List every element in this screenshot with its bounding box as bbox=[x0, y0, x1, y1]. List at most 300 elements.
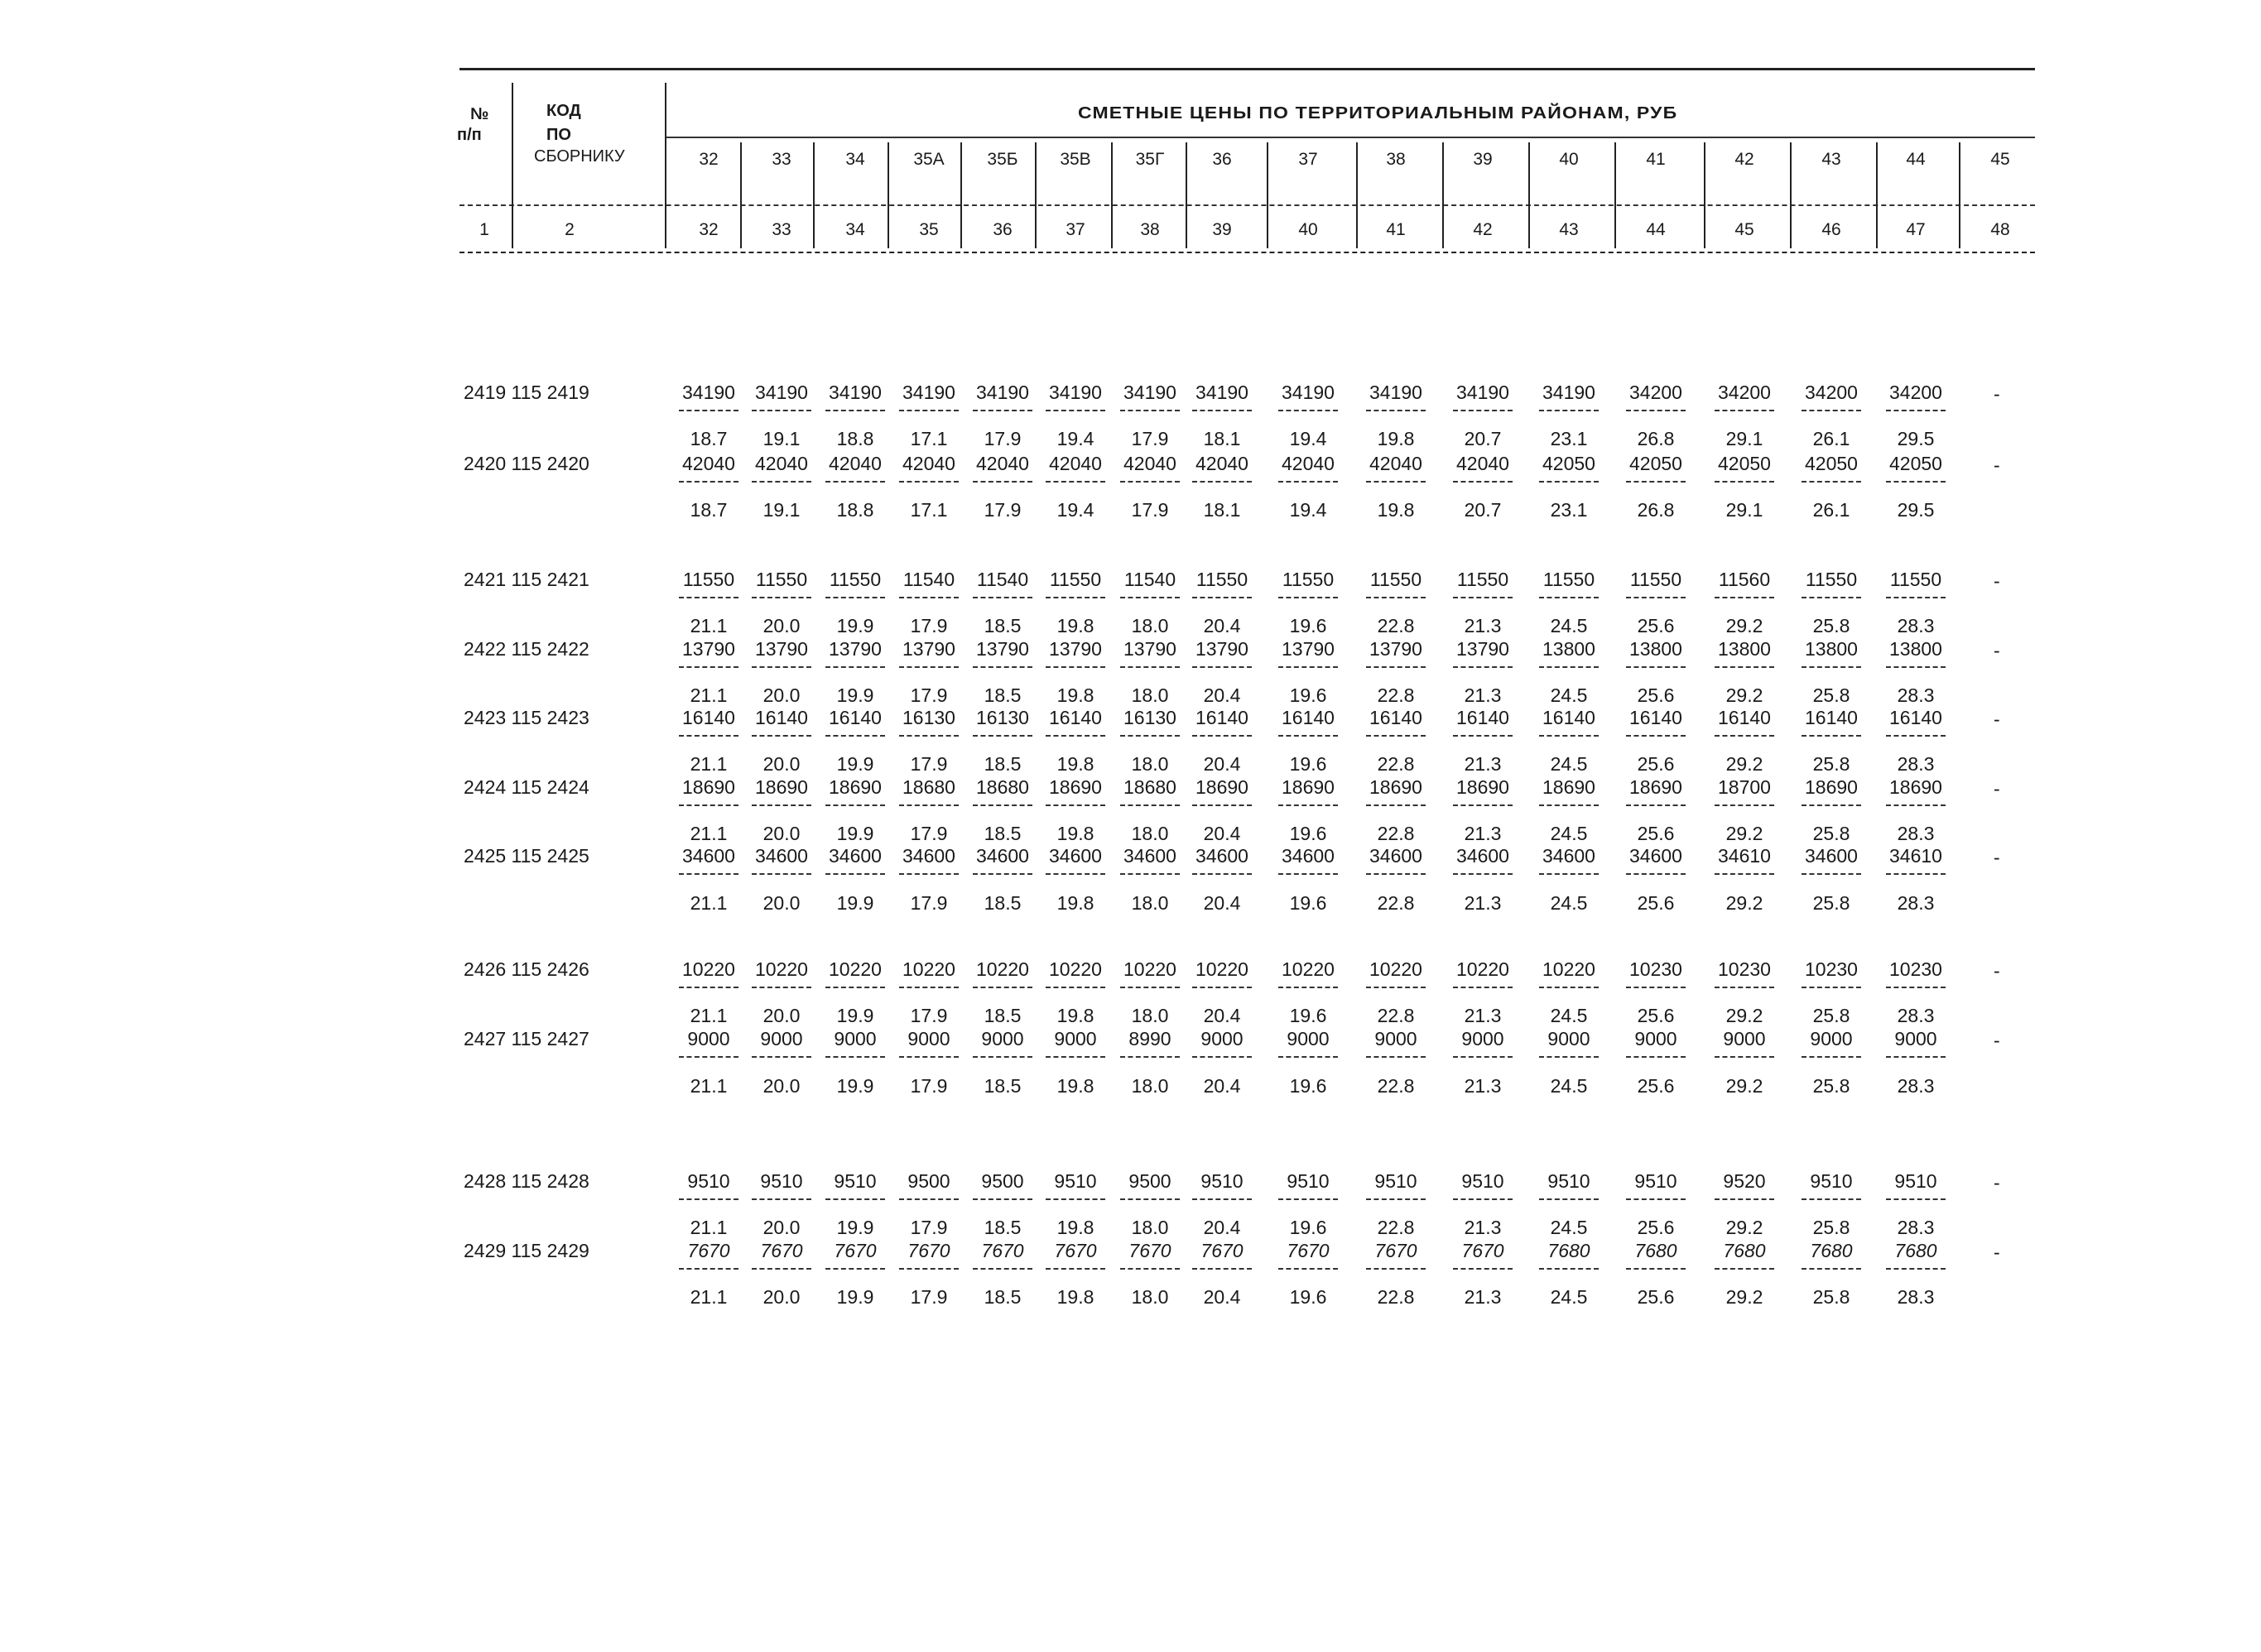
fraction-divider bbox=[1802, 804, 1861, 806]
share-cell: 17.9 bbox=[910, 1217, 948, 1238]
share-cell: 19.9 bbox=[836, 753, 874, 775]
region-code-cell: 35В bbox=[1060, 150, 1091, 169]
price-cell: 10220 bbox=[755, 958, 808, 980]
row-code: 2423 115 2423 bbox=[464, 707, 589, 728]
share-cell: 18.0 bbox=[1131, 615, 1169, 636]
price-cell: 7670 bbox=[1200, 1240, 1244, 1261]
price-cell: 42040 bbox=[755, 453, 808, 474]
column-number-cell: 40 bbox=[1298, 220, 1318, 239]
fraction-divider bbox=[1626, 987, 1686, 988]
price-cell: 9000 bbox=[1894, 1028, 1937, 1049]
price-cell: 10230 bbox=[1629, 958, 1682, 980]
share-cell: 21.1 bbox=[690, 1075, 728, 1097]
price-cell: 10220 bbox=[1456, 958, 1509, 980]
region-code-cell: 45 bbox=[1990, 150, 2010, 169]
fraction-divider bbox=[1539, 597, 1599, 598]
fraction-divider bbox=[1453, 597, 1513, 598]
fraction-divider bbox=[752, 804, 811, 806]
price-cell: 13790 bbox=[1049, 638, 1102, 660]
fraction-divider bbox=[1626, 666, 1686, 668]
column-number-cell: 36 bbox=[993, 220, 1013, 239]
price-cell: 16130 bbox=[902, 707, 955, 728]
price-cell: 18690 bbox=[682, 776, 735, 798]
fraction-divider bbox=[899, 873, 959, 875]
price-cell: 13790 bbox=[755, 638, 808, 660]
column-divider bbox=[665, 83, 666, 248]
price-cell: 9510 bbox=[1374, 1170, 1417, 1192]
price-cell: 34600 bbox=[1542, 845, 1595, 867]
price-cell: 18690 bbox=[1195, 776, 1248, 798]
price-cell: 18680 bbox=[1123, 776, 1176, 798]
share-cell: 25.8 bbox=[1812, 753, 1850, 775]
share-cell: 21.3 bbox=[1464, 892, 1502, 914]
share-cell: 19.9 bbox=[836, 1286, 874, 1308]
price-cell: 42040 bbox=[1123, 453, 1176, 474]
fraction-divider bbox=[1278, 735, 1338, 737]
fraction-divider bbox=[1366, 804, 1426, 806]
fraction-divider bbox=[899, 1198, 959, 1200]
price-cell: 42040 bbox=[682, 453, 735, 474]
share-cell: 18.0 bbox=[1131, 1005, 1169, 1026]
fraction-divider bbox=[825, 597, 885, 598]
share-cell: 20.4 bbox=[1203, 684, 1241, 706]
share-cell: 22.8 bbox=[1377, 1075, 1415, 1097]
empty-cell-dash: - bbox=[1994, 1241, 2000, 1263]
column-number-cell: 35 bbox=[919, 220, 939, 239]
fraction-divider bbox=[825, 1198, 885, 1200]
fraction-divider bbox=[752, 1268, 811, 1270]
fraction-divider bbox=[1278, 666, 1338, 668]
fraction-divider bbox=[825, 1056, 885, 1058]
fraction-divider bbox=[825, 1268, 885, 1270]
fraction-divider bbox=[1192, 873, 1252, 875]
fraction-divider bbox=[973, 1198, 1032, 1200]
price-cell: 13790 bbox=[1195, 638, 1248, 660]
fraction-divider bbox=[899, 1268, 959, 1270]
price-cell: 34600 bbox=[902, 845, 955, 867]
fraction-divider bbox=[1046, 987, 1105, 988]
header-no-label-1: № bbox=[470, 105, 489, 123]
share-cell: 18.1 bbox=[1203, 499, 1241, 521]
column-number-cell: 37 bbox=[1066, 220, 1085, 239]
share-cell: 19.4 bbox=[1289, 428, 1327, 449]
column-number-cell: 38 bbox=[1140, 220, 1160, 239]
share-cell: 19.6 bbox=[1289, 1286, 1327, 1308]
price-cell: 11550 bbox=[1456, 569, 1509, 590]
fraction-divider bbox=[1626, 1268, 1686, 1270]
price-cell: 13790 bbox=[902, 638, 955, 660]
fraction-divider bbox=[1366, 1056, 1426, 1058]
fraction-divider bbox=[1802, 873, 1861, 875]
share-cell: 22.8 bbox=[1377, 684, 1415, 706]
price-cell: 8990 bbox=[1128, 1028, 1171, 1049]
fraction-divider bbox=[1715, 987, 1774, 988]
price-cell: 18690 bbox=[1049, 776, 1102, 798]
column-divider bbox=[1356, 142, 1358, 248]
share-cell: 23.1 bbox=[1550, 499, 1588, 521]
fraction-divider bbox=[1278, 987, 1338, 988]
price-cell: 42040 bbox=[1369, 453, 1422, 474]
fraction-divider bbox=[1626, 1056, 1686, 1058]
price-cell: 13790 bbox=[829, 638, 882, 660]
price-cell: 18690 bbox=[1456, 776, 1509, 798]
price-cell: 13790 bbox=[1369, 638, 1422, 660]
price-cell: 10220 bbox=[682, 958, 735, 980]
share-cell: 25.6 bbox=[1637, 1075, 1675, 1097]
fraction-divider bbox=[1192, 410, 1252, 411]
fraction-divider bbox=[1366, 735, 1426, 737]
price-cell: 9500 bbox=[1128, 1170, 1171, 1192]
price-cell: 11550 bbox=[682, 569, 735, 590]
fraction-divider bbox=[1120, 735, 1180, 737]
share-cell: 28.3 bbox=[1897, 823, 1935, 844]
share-cell: 25.8 bbox=[1812, 684, 1850, 706]
share-cell: 21.1 bbox=[690, 1005, 728, 1026]
fraction-divider bbox=[1278, 1056, 1338, 1058]
share-cell: 17.1 bbox=[910, 499, 948, 521]
share-cell: 20.7 bbox=[1464, 499, 1502, 521]
fraction-divider bbox=[899, 481, 959, 483]
share-cell: 20.4 bbox=[1203, 1217, 1241, 1238]
fraction-divider bbox=[1366, 481, 1426, 483]
empty-cell-dash: - bbox=[1994, 570, 2000, 592]
row-code: 2429 115 2429 bbox=[464, 1240, 589, 1261]
fraction-divider bbox=[1626, 1198, 1686, 1200]
price-cell: 42050 bbox=[1542, 453, 1595, 474]
share-cell: 25.8 bbox=[1812, 892, 1850, 914]
price-cell: 7680 bbox=[1634, 1240, 1677, 1261]
share-cell: 18.5 bbox=[984, 1286, 1022, 1308]
share-cell: 24.5 bbox=[1550, 823, 1588, 844]
price-cell: 16130 bbox=[1123, 707, 1176, 728]
share-cell: 29.2 bbox=[1725, 753, 1763, 775]
share-cell: 28.3 bbox=[1897, 753, 1935, 775]
column-divider bbox=[1790, 142, 1792, 248]
fraction-divider bbox=[1453, 735, 1513, 737]
price-cell: 16140 bbox=[1369, 707, 1422, 728]
region-code-cell: 32 bbox=[699, 150, 719, 169]
fraction-divider bbox=[679, 1268, 738, 1270]
share-cell: 20.0 bbox=[762, 823, 801, 844]
fraction-divider bbox=[1453, 410, 1513, 411]
share-cell: 29.2 bbox=[1725, 1217, 1763, 1238]
column-divider bbox=[1528, 142, 1530, 248]
share-cell: 29.2 bbox=[1725, 823, 1763, 844]
share-cell: 21.3 bbox=[1464, 823, 1502, 844]
share-cell: 25.8 bbox=[1812, 1005, 1850, 1026]
share-cell: 26.8 bbox=[1637, 428, 1675, 449]
price-cell: 9000 bbox=[981, 1028, 1024, 1049]
column-number-cell: 2 bbox=[565, 220, 575, 239]
fraction-divider bbox=[1120, 597, 1180, 598]
fraction-divider bbox=[1046, 1056, 1105, 1058]
fraction-divider bbox=[973, 410, 1032, 411]
share-cell: 28.3 bbox=[1897, 615, 1935, 636]
column-number-cell: 48 bbox=[1990, 220, 2010, 239]
fraction-divider bbox=[1886, 1056, 1946, 1058]
fraction-divider bbox=[825, 873, 885, 875]
fraction-divider bbox=[1802, 410, 1861, 411]
share-cell: 25.6 bbox=[1637, 615, 1675, 636]
share-cell: 22.8 bbox=[1377, 1005, 1415, 1026]
fraction-divider bbox=[679, 873, 738, 875]
share-cell: 21.1 bbox=[690, 892, 728, 914]
share-cell: 19.6 bbox=[1289, 1075, 1327, 1097]
share-cell: 19.8 bbox=[1056, 1286, 1094, 1308]
fraction-divider bbox=[1886, 1268, 1946, 1270]
price-cell: 34190 bbox=[1456, 382, 1509, 403]
price-cell: 7670 bbox=[834, 1240, 877, 1261]
fraction-divider bbox=[1120, 1056, 1180, 1058]
share-cell: 21.1 bbox=[690, 753, 728, 775]
share-cell: 21.1 bbox=[690, 1217, 728, 1238]
fraction-divider bbox=[825, 481, 885, 483]
share-cell: 28.3 bbox=[1897, 684, 1935, 706]
price-cell: 7670 bbox=[1287, 1240, 1330, 1261]
share-cell: 20.0 bbox=[762, 1005, 801, 1026]
share-cell: 18.1 bbox=[1203, 428, 1241, 449]
share-cell: 22.8 bbox=[1377, 753, 1415, 775]
empty-cell-dash: - bbox=[1994, 383, 2000, 405]
share-cell: 17.9 bbox=[1131, 499, 1169, 521]
share-cell: 18.0 bbox=[1131, 753, 1169, 775]
column-number-cell: 33 bbox=[772, 220, 791, 239]
price-cell: 16140 bbox=[1718, 707, 1771, 728]
fraction-divider bbox=[752, 735, 811, 737]
empty-cell-dash: - bbox=[1994, 454, 2000, 476]
share-cell: 29.5 bbox=[1897, 428, 1935, 449]
fraction-divider bbox=[1278, 1268, 1338, 1270]
price-cell: 13800 bbox=[1889, 638, 1942, 660]
column-divider bbox=[1614, 142, 1616, 248]
share-cell: 25.6 bbox=[1637, 1286, 1675, 1308]
share-cell: 20.4 bbox=[1203, 1286, 1241, 1308]
fraction-divider bbox=[825, 666, 885, 668]
share-cell: 18.0 bbox=[1131, 1217, 1169, 1238]
fraction-divider bbox=[679, 481, 738, 483]
fraction-divider bbox=[1626, 597, 1686, 598]
row-code: 2422 115 2422 bbox=[464, 638, 589, 660]
share-cell: 20.0 bbox=[762, 753, 801, 775]
price-cell: 9500 bbox=[981, 1170, 1024, 1192]
price-cell: 11540 bbox=[976, 569, 1029, 590]
fraction-divider bbox=[1715, 804, 1774, 806]
header-top-rule bbox=[459, 68, 2035, 70]
price-cell: 34190 bbox=[755, 382, 808, 403]
header-no-label-2: п/п bbox=[457, 126, 482, 144]
price-cell: 7670 bbox=[1128, 1240, 1171, 1261]
fraction-divider bbox=[752, 987, 811, 988]
share-cell: 20.4 bbox=[1203, 615, 1241, 636]
share-cell: 25.8 bbox=[1812, 823, 1850, 844]
price-cell: 18690 bbox=[1629, 776, 1682, 798]
column-divider bbox=[1876, 142, 1878, 248]
fraction-divider bbox=[1802, 1268, 1861, 1270]
share-cell: 18.7 bbox=[690, 499, 728, 521]
share-cell: 19.9 bbox=[836, 615, 874, 636]
fraction-divider bbox=[1886, 1198, 1946, 1200]
fraction-divider bbox=[973, 804, 1032, 806]
price-cell: 34200 bbox=[1629, 382, 1682, 403]
fraction-divider bbox=[1192, 1198, 1252, 1200]
share-cell: 20.0 bbox=[762, 1217, 801, 1238]
share-cell: 18.0 bbox=[1131, 892, 1169, 914]
fraction-divider bbox=[1539, 1268, 1599, 1270]
fraction-divider bbox=[1453, 1056, 1513, 1058]
price-cell: 18690 bbox=[1805, 776, 1858, 798]
fraction-divider bbox=[679, 1198, 738, 1200]
fraction-divider bbox=[1120, 987, 1180, 988]
share-cell: 25.6 bbox=[1637, 823, 1675, 844]
share-cell: 20.4 bbox=[1203, 753, 1241, 775]
fraction-divider bbox=[1539, 1056, 1599, 1058]
share-cell: 25.8 bbox=[1812, 1286, 1850, 1308]
price-cell: 10220 bbox=[1542, 958, 1595, 980]
price-cell: 34190 bbox=[1195, 382, 1248, 403]
row-code: 2421 115 2421 bbox=[464, 569, 589, 590]
price-cell: 9510 bbox=[1634, 1170, 1677, 1192]
price-cell: 11550 bbox=[1805, 569, 1858, 590]
share-cell: 19.4 bbox=[1056, 499, 1094, 521]
share-cell: 18.5 bbox=[984, 1217, 1022, 1238]
fraction-divider bbox=[1715, 410, 1774, 411]
price-cell: 42050 bbox=[1629, 453, 1682, 474]
share-cell: 26.1 bbox=[1812, 428, 1850, 449]
share-cell: 23.1 bbox=[1550, 428, 1588, 449]
region-code-cell: 41 bbox=[1646, 150, 1666, 169]
price-cell: 9510 bbox=[687, 1170, 730, 1192]
fraction-divider bbox=[1120, 1268, 1180, 1270]
price-cell: 34190 bbox=[829, 382, 882, 403]
fraction-divider bbox=[752, 1198, 811, 1200]
row-code: 2424 115 2424 bbox=[464, 776, 589, 798]
fraction-divider bbox=[825, 735, 885, 737]
price-cell: 16140 bbox=[1282, 707, 1335, 728]
price-cell: 18690 bbox=[1369, 776, 1422, 798]
price-cell: 34190 bbox=[682, 382, 735, 403]
fraction-divider bbox=[825, 410, 885, 411]
fraction-divider bbox=[973, 873, 1032, 875]
empty-cell-dash: - bbox=[1994, 847, 2000, 868]
price-cell: 34610 bbox=[1889, 845, 1942, 867]
fraction-divider bbox=[1278, 597, 1338, 598]
price-cell: 13790 bbox=[1456, 638, 1509, 660]
share-cell: 24.5 bbox=[1550, 753, 1588, 775]
share-cell: 20.7 bbox=[1464, 428, 1502, 449]
price-cell: 18690 bbox=[1889, 776, 1942, 798]
column-number-cell: 1 bbox=[479, 220, 489, 239]
share-cell: 21.3 bbox=[1464, 1075, 1502, 1097]
price-cell: 7680 bbox=[1547, 1240, 1590, 1261]
empty-cell-dash: - bbox=[1994, 1030, 2000, 1051]
share-cell: 18.0 bbox=[1131, 1286, 1169, 1308]
fraction-divider bbox=[1539, 481, 1599, 483]
fraction-divider bbox=[1453, 1268, 1513, 1270]
fraction-divider bbox=[1366, 987, 1426, 988]
price-cell: 16140 bbox=[1889, 707, 1942, 728]
price-cell: 34190 bbox=[1369, 382, 1422, 403]
share-cell: 20.0 bbox=[762, 615, 801, 636]
price-cell: 11550 bbox=[1049, 569, 1102, 590]
price-cell: 13800 bbox=[1542, 638, 1595, 660]
share-cell: 18.5 bbox=[984, 753, 1022, 775]
share-cell: 17.9 bbox=[910, 615, 948, 636]
price-cell: 9000 bbox=[834, 1028, 877, 1049]
share-cell: 17.9 bbox=[984, 499, 1022, 521]
fraction-divider bbox=[1120, 1198, 1180, 1200]
share-cell: 29.2 bbox=[1725, 684, 1763, 706]
fraction-divider bbox=[973, 1056, 1032, 1058]
price-cell: 10220 bbox=[1049, 958, 1102, 980]
price-cell: 34600 bbox=[755, 845, 808, 867]
share-cell: 20.0 bbox=[762, 892, 801, 914]
share-cell: 17.9 bbox=[910, 1286, 948, 1308]
share-cell: 22.8 bbox=[1377, 1286, 1415, 1308]
share-cell: 19.6 bbox=[1289, 753, 1327, 775]
price-cell: 16140 bbox=[755, 707, 808, 728]
price-cell: 13790 bbox=[976, 638, 1029, 660]
fraction-divider bbox=[1192, 804, 1252, 806]
price-cell: 42040 bbox=[976, 453, 1029, 474]
share-cell: 28.3 bbox=[1897, 1217, 1935, 1238]
fraction-divider bbox=[1278, 873, 1338, 875]
column-divider bbox=[1035, 142, 1037, 248]
share-cell: 28.3 bbox=[1897, 1005, 1935, 1026]
column-number-cell: 44 bbox=[1646, 220, 1666, 239]
share-cell: 25.6 bbox=[1637, 1217, 1675, 1238]
fraction-divider bbox=[1278, 410, 1338, 411]
price-cell: 11550 bbox=[1542, 569, 1595, 590]
fraction-divider bbox=[1715, 1268, 1774, 1270]
fraction-divider bbox=[1886, 666, 1946, 668]
share-cell: 19.8 bbox=[1056, 684, 1094, 706]
region-code-cell: 35А bbox=[913, 150, 945, 169]
fraction-divider bbox=[752, 410, 811, 411]
row-code: 2426 115 2426 bbox=[464, 958, 589, 980]
fraction-divider bbox=[1715, 666, 1774, 668]
fraction-divider bbox=[1802, 1056, 1861, 1058]
share-cell: 25.6 bbox=[1637, 892, 1675, 914]
share-cell: 24.5 bbox=[1550, 892, 1588, 914]
column-number-cell: 43 bbox=[1559, 220, 1579, 239]
share-cell: 17.9 bbox=[910, 753, 948, 775]
price-cell: 9520 bbox=[1723, 1170, 1766, 1192]
fraction-divider bbox=[1886, 987, 1946, 988]
share-cell: 18.5 bbox=[984, 1005, 1022, 1026]
empty-cell-dash: - bbox=[1994, 708, 2000, 730]
share-cell: 24.5 bbox=[1550, 615, 1588, 636]
region-code-cell: 33 bbox=[772, 150, 791, 169]
price-cell: 11550 bbox=[1369, 569, 1422, 590]
column-number-cell: 41 bbox=[1386, 220, 1406, 239]
header-bottom-rule bbox=[459, 252, 2035, 253]
fraction-divider bbox=[1539, 987, 1599, 988]
fraction-divider bbox=[1626, 735, 1686, 737]
price-cell: 7680 bbox=[1810, 1240, 1853, 1261]
price-cell: 9000 bbox=[1054, 1028, 1097, 1049]
share-cell: 19.1 bbox=[762, 428, 801, 449]
share-cell: 18.8 bbox=[836, 428, 874, 449]
column-divider bbox=[813, 142, 815, 248]
fraction-divider bbox=[752, 481, 811, 483]
fraction-divider bbox=[1539, 1198, 1599, 1200]
price-cell: 34600 bbox=[1123, 845, 1176, 867]
share-cell: 24.5 bbox=[1550, 1217, 1588, 1238]
price-cell: 16140 bbox=[1195, 707, 1248, 728]
share-cell: 18.5 bbox=[984, 823, 1022, 844]
fraction-divider bbox=[899, 666, 959, 668]
price-cell: 7670 bbox=[687, 1240, 730, 1261]
